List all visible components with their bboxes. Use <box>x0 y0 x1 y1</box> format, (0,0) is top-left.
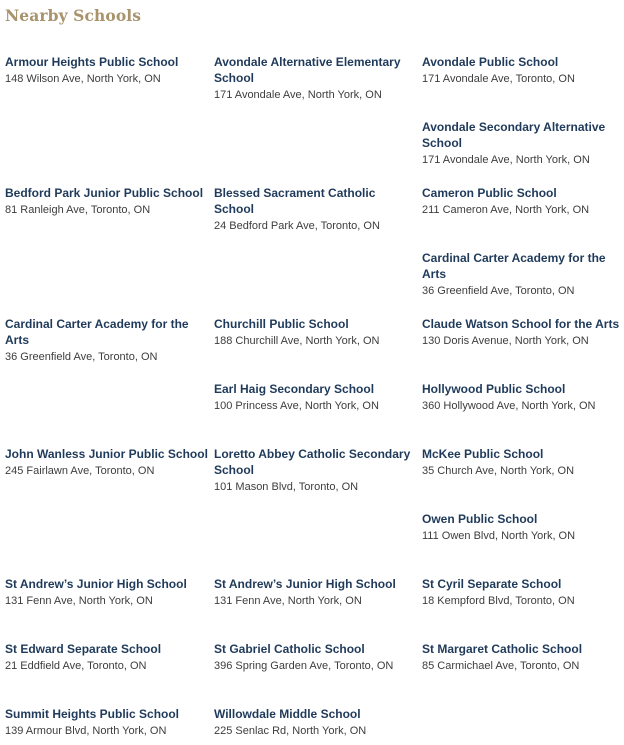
school-item <box>5 641 209 674</box>
school-address: 171 Avondale Ave, North York, ON <box>422 154 590 166</box>
page-title: Nearby Schools <box>5 6 142 25</box>
school-name-link[interactable]: Claude Watson School for the Arts <box>422 317 620 331</box>
school-address: 130 Doris Avenue, North York, ON <box>422 335 589 347</box>
school-address: 171 Avondale Ave, North York, ON <box>214 89 382 101</box>
school-name-link[interactable]: Cardinal Carter Academy for the Arts <box>422 251 606 281</box>
school-item <box>214 54 418 103</box>
school-name-link[interactable]: Summit Heights Public School <box>5 707 180 721</box>
school-name-link[interactable]: St Margaret Catholic School <box>422 642 583 656</box>
school-name-link[interactable]: Churchill Public School <box>214 317 349 331</box>
school-address: 245 Fairlawn Ave, Toronto, ON <box>5 465 155 477</box>
school-name-link[interactable]: St Andrew’s Junior High School <box>214 577 396 591</box>
school-item <box>422 641 624 674</box>
school-address: 360 Hollywood Ave, North York, ON <box>422 400 596 412</box>
school-item <box>422 381 624 414</box>
school-address: 101 Mason Blvd, Toronto, ON <box>214 481 359 493</box>
school-address: 131 Fenn Ave, North York, ON <box>214 595 362 607</box>
school-name-link[interactable]: Hollywood Public School <box>422 382 566 396</box>
school-name-link[interactable]: Blessed Sacrament Catholic School <box>214 186 376 216</box>
school-address: 111 Owen Blvd, North York, ON <box>422 530 576 542</box>
school-address: 148 Wilson Ave, North York, ON <box>5 73 161 85</box>
school-name-link[interactable]: St Cyril Separate School <box>422 577 562 591</box>
school-address: 36 Greenfield Ave, Toronto, ON <box>5 351 158 363</box>
school-item <box>214 185 418 234</box>
school-item <box>214 381 418 414</box>
school-address: 35 Church Ave, North York, ON <box>422 465 575 477</box>
school-item <box>422 54 624 87</box>
school-item <box>214 316 418 349</box>
school-item <box>5 54 209 87</box>
school-name-link[interactable]: Owen Public School <box>422 512 538 526</box>
school-name-link[interactable]: Avondale Public School <box>422 55 559 69</box>
school-item <box>422 316 624 349</box>
school-name-link[interactable]: Avondale Alternative Elementary School <box>214 55 401 85</box>
school-name-link[interactable]: St Edward Separate School <box>5 642 162 656</box>
school-name-link[interactable]: Cameron Public School <box>422 186 557 200</box>
school-item <box>5 316 209 365</box>
school-address: 85 Carmichael Ave, Toronto, ON <box>422 660 580 672</box>
school-item <box>5 446 209 479</box>
school-item <box>5 706 209 739</box>
school-address: 18 Kempford Blvd, Toronto, ON <box>422 595 575 607</box>
school-address: 171 Avondale Ave, Toronto, ON <box>422 73 575 85</box>
school-name-link[interactable]: Loretto Abbey Catholic Secondary School <box>214 447 411 477</box>
school-item <box>214 446 418 495</box>
school-item <box>214 641 418 674</box>
school-item <box>422 446 624 479</box>
school-name-link[interactable]: St Andrew’s Junior High School <box>5 577 187 591</box>
school-address: 100 Princess Ave, North York, ON <box>214 400 379 412</box>
school-address: 131 Fenn Ave, North York, ON <box>5 595 153 607</box>
school-name-link[interactable]: Armour Heights Public School <box>5 55 179 69</box>
school-address: 188 Churchill Ave, North York, ON <box>214 335 380 347</box>
school-address: 21 Eddfield Ave, Toronto, ON <box>5 660 147 672</box>
school-item <box>5 576 209 609</box>
school-name-link[interactable]: Cardinal Carter Academy for the Arts <box>5 317 189 347</box>
school-item <box>422 511 624 544</box>
school-name-link[interactable]: Bedford Park Junior Public School <box>5 186 204 200</box>
school-item <box>422 576 624 609</box>
school-item <box>214 706 418 739</box>
school-item <box>422 119 624 168</box>
school-address: 211 Cameron Ave, North York, ON <box>422 204 590 216</box>
school-address: 24 Bedford Park Ave, Toronto, ON <box>214 220 380 232</box>
school-item <box>422 185 624 218</box>
school-item <box>5 185 209 218</box>
school-name-link[interactable]: Willowdale Middle School <box>214 707 361 721</box>
school-item <box>214 576 418 609</box>
school-item <box>422 250 624 299</box>
school-name-link[interactable]: St Gabriel Catholic School <box>214 642 365 656</box>
school-address: 396 Spring Garden Ave, Toronto, ON <box>214 660 394 672</box>
school-name-link[interactable]: John Wanless Junior Public School <box>5 447 208 461</box>
school-address: 225 Senlac Rd, North York, ON <box>214 725 367 737</box>
school-name-link[interactable]: McKee Public School <box>422 447 544 461</box>
school-address: 139 Armour Blvd, North York, ON <box>5 725 167 737</box>
school-address: 81 Ranleigh Ave, Toronto, ON <box>5 204 151 216</box>
school-name-link[interactable]: Avondale Secondary Alternative School <box>422 120 606 150</box>
school-name-link[interactable]: Earl Haig Secondary School <box>214 382 375 396</box>
school-address: 36 Greenfield Ave, Toronto, ON <box>422 285 575 297</box>
